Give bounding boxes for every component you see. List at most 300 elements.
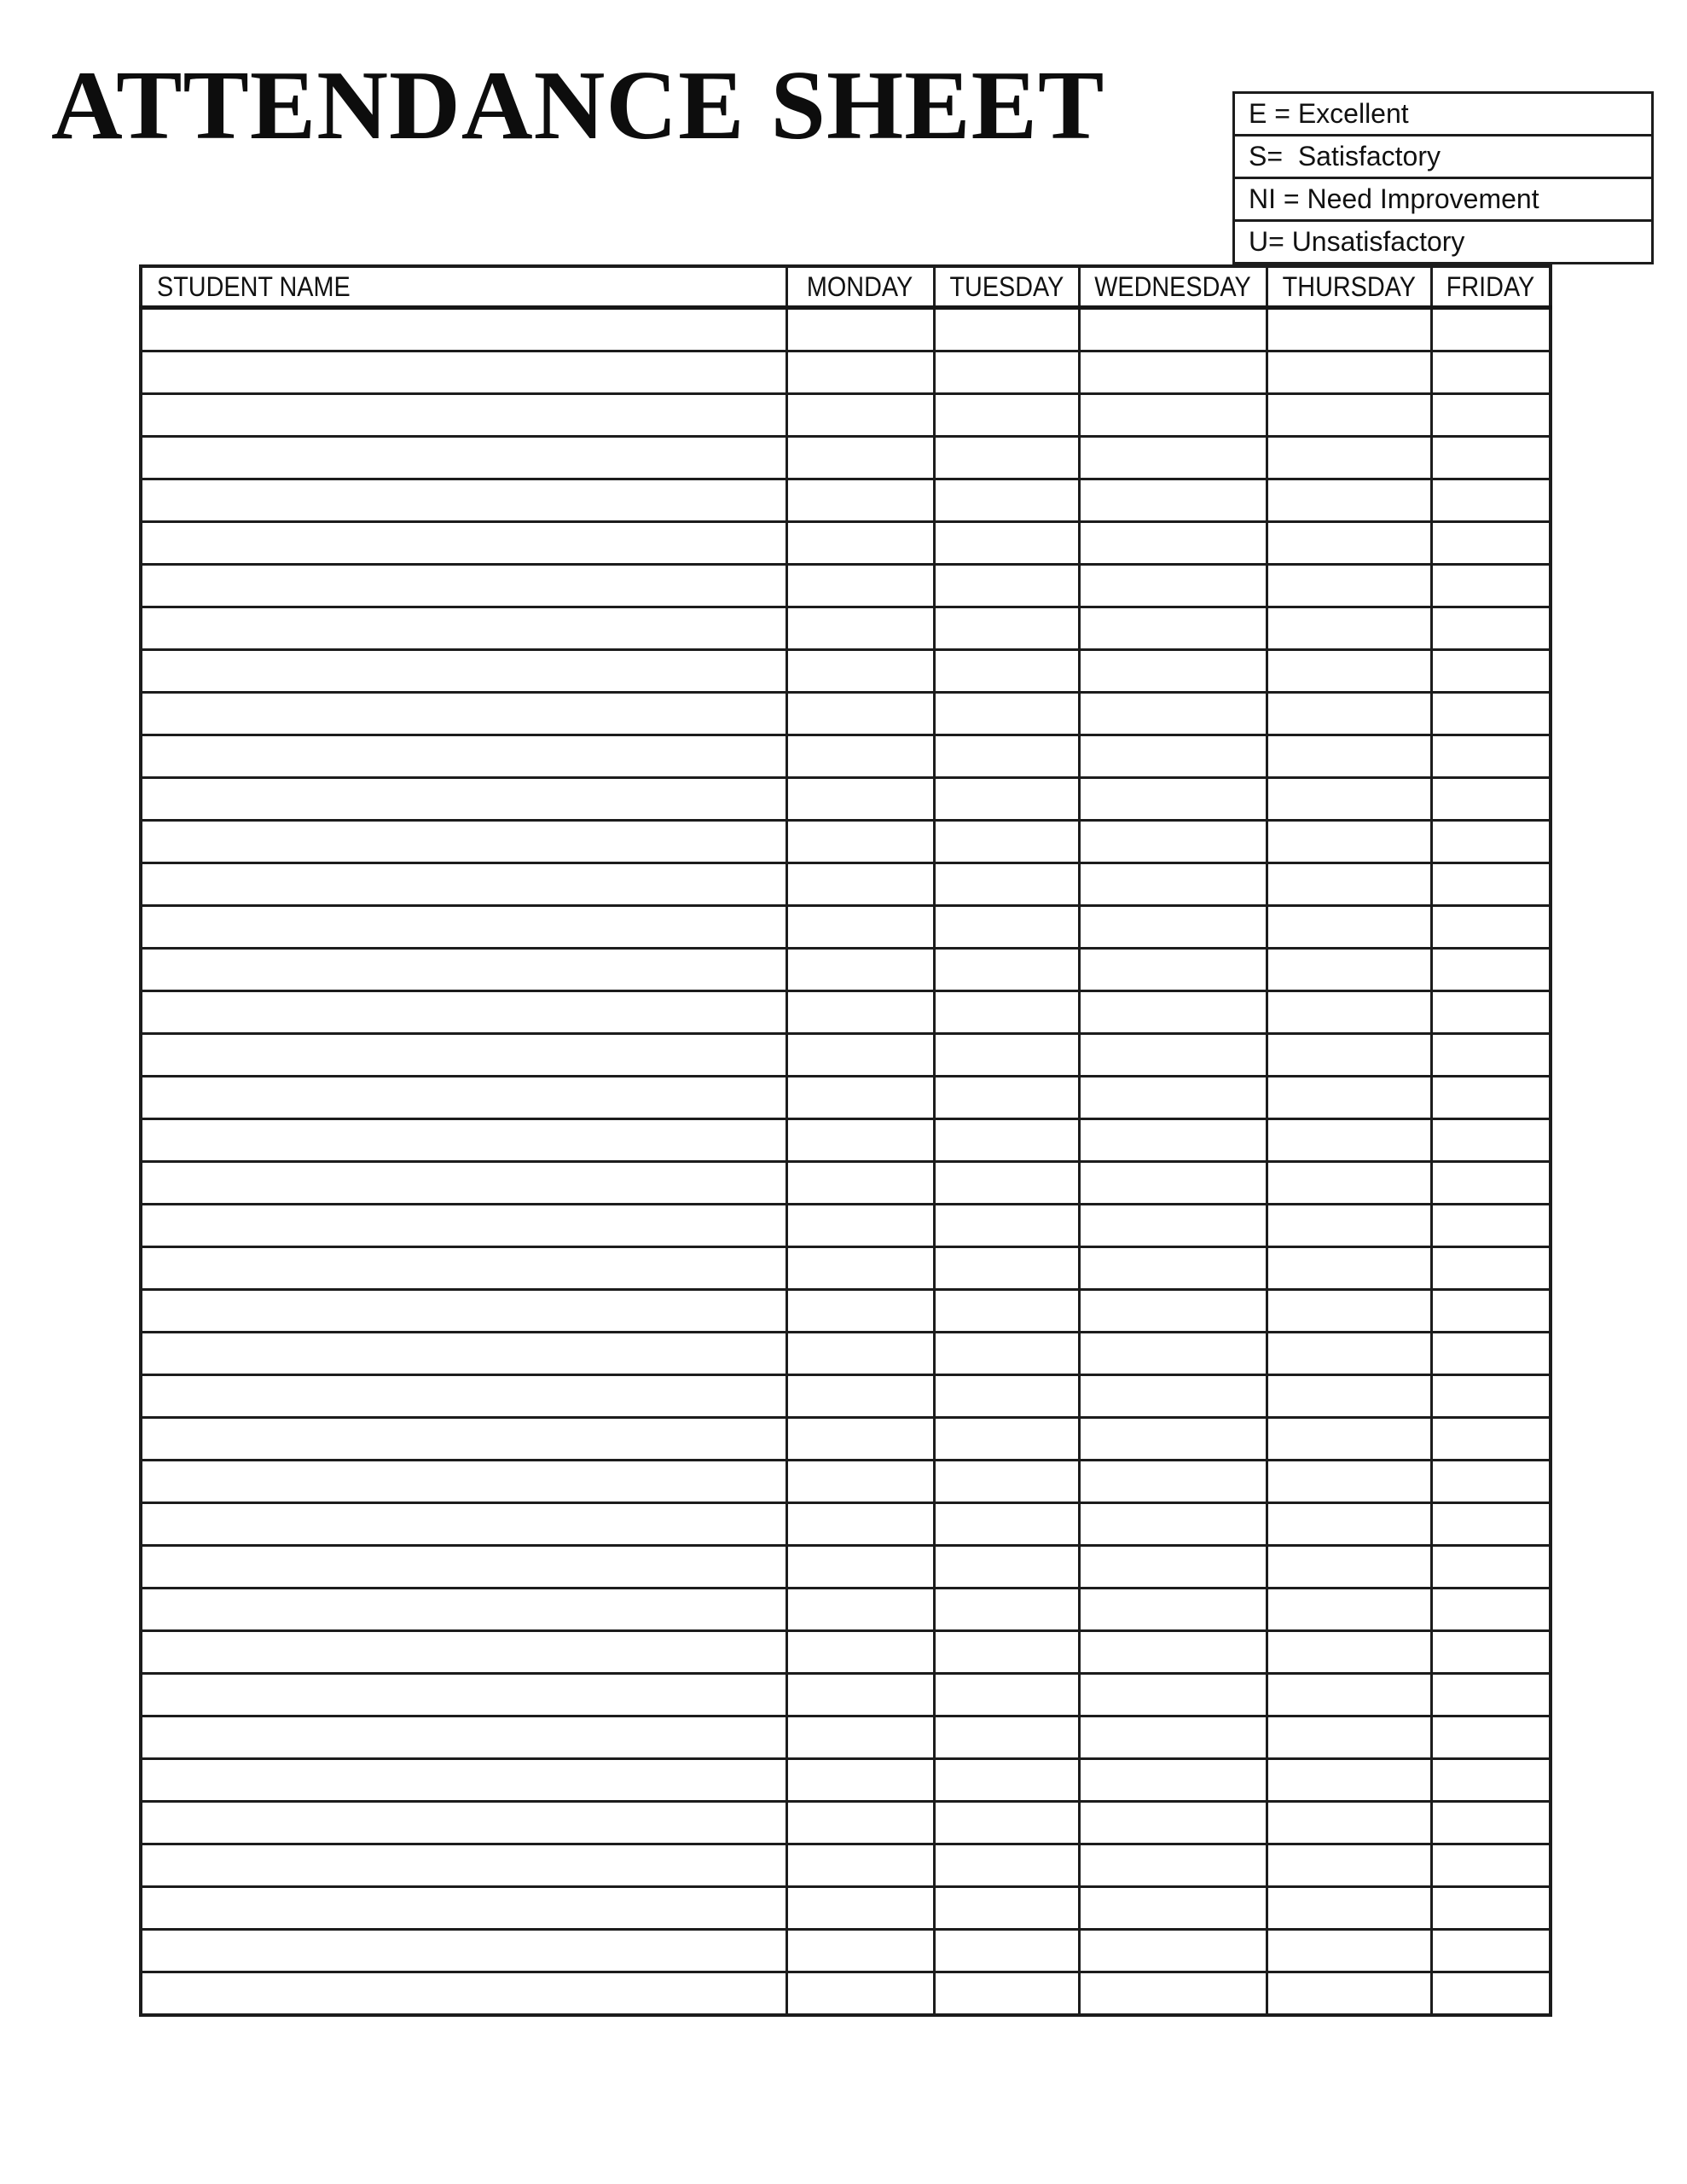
attendance-cell [934, 607, 1079, 650]
table-row [141, 1972, 1551, 2016]
student-name-cell [141, 1034, 786, 1077]
attendance-cell [1431, 522, 1551, 565]
attendance-cell [1431, 565, 1551, 607]
attendance-cell [786, 1674, 934, 1716]
attendance-cell [1267, 1247, 1431, 1290]
attendance-cell [934, 650, 1079, 693]
table-row [141, 607, 1551, 650]
attendance-cell [934, 949, 1079, 991]
attendance-cell [786, 1716, 934, 1759]
attendance-cell [1431, 906, 1551, 949]
attendance-cell [786, 693, 934, 735]
attendance-cell [1267, 1503, 1431, 1546]
attendance-cell [1079, 394, 1267, 437]
attendance-cell [934, 863, 1079, 906]
attendance-cell [1079, 1503, 1267, 1546]
table-row [141, 1844, 1551, 1887]
attendance-cell [1079, 906, 1267, 949]
attendance-cell [1267, 1589, 1431, 1631]
attendance-cell [786, 607, 934, 650]
attendance-cell [1079, 1972, 1267, 2016]
attendance-cell [1431, 607, 1551, 650]
attendance-cell [786, 1418, 934, 1461]
legend-item-label: E = Excellent [1249, 98, 1409, 129]
attendance-cell [934, 1930, 1079, 1972]
student-name-cell [141, 1802, 786, 1844]
attendance-cell [786, 1034, 934, 1077]
table-row [141, 693, 1551, 735]
attendance-cell [934, 1418, 1079, 1461]
attendance-cell [1079, 949, 1267, 991]
attendance-cell [1079, 1759, 1267, 1802]
student-name-cell [141, 1716, 786, 1759]
attendance-cell [1267, 1844, 1431, 1887]
table-row [141, 1333, 1551, 1375]
student-name-cell [141, 991, 786, 1034]
attendance-cell [1079, 650, 1267, 693]
attendance-cell [934, 1503, 1079, 1546]
table-row [141, 394, 1551, 437]
table-row [141, 1119, 1551, 1162]
attendance-cell [934, 1290, 1079, 1333]
attendance-cell [934, 308, 1079, 351]
student-name-cell [141, 1119, 786, 1162]
attendance-cell [1431, 1077, 1551, 1119]
attendance-cell [934, 1844, 1079, 1887]
table-row [141, 949, 1551, 991]
attendance-cell [1079, 1290, 1267, 1333]
student-name-cell [141, 1631, 786, 1674]
attendance-cell [786, 1844, 934, 1887]
attendance-cell [1267, 394, 1431, 437]
legend-item-unsatisfactory [1235, 219, 1651, 262]
table-row [141, 308, 1551, 351]
attendance-cell [786, 735, 934, 778]
student-name-cell [141, 1589, 786, 1631]
attendance-cell [786, 1247, 934, 1290]
attendance-cell [786, 522, 934, 565]
attendance-cell [1431, 1162, 1551, 1205]
attendance-cell [1267, 479, 1431, 522]
attendance-cell [1267, 1333, 1431, 1375]
attendance-cell [1267, 1205, 1431, 1247]
student-name-cell [141, 308, 786, 351]
table-row [141, 1290, 1551, 1333]
attendance-cell [934, 1119, 1079, 1162]
table-row [141, 1418, 1551, 1461]
attendance-cell [1079, 1077, 1267, 1119]
attendance-cell [934, 1589, 1079, 1631]
attendance-cell [934, 1034, 1079, 1077]
attendance-cell [786, 1930, 934, 1972]
attendance-cell [1079, 735, 1267, 778]
student-name-cell [141, 479, 786, 522]
student-name-cell [141, 1077, 786, 1119]
student-name-cell [141, 1290, 786, 1333]
attendance-cell [786, 949, 934, 991]
student-name-cell [141, 1503, 786, 1546]
attendance-cell [934, 1162, 1079, 1205]
table-row [141, 1716, 1551, 1759]
attendance-cell [1267, 863, 1431, 906]
attendance-cell [1431, 1802, 1551, 1844]
table-row [141, 1162, 1551, 1205]
student-name-cell [141, 1205, 786, 1247]
attendance-cell [786, 863, 934, 906]
attendance-cell [1079, 1716, 1267, 1759]
student-name-cell [141, 778, 786, 821]
attendance-cell [786, 1375, 934, 1418]
attendance-cell [1079, 607, 1267, 650]
attendance-cell [934, 437, 1079, 479]
attendance-cell [1431, 821, 1551, 863]
attendance-cell [1431, 1119, 1551, 1162]
attendance-cell [1079, 1162, 1267, 1205]
student-name-cell [141, 1759, 786, 1802]
student-name-cell [141, 949, 786, 991]
attendance-cell [1431, 863, 1551, 906]
attendance-cell [934, 1375, 1079, 1418]
attendance-cell [1431, 351, 1551, 394]
attendance-cell [786, 437, 934, 479]
legend-item-excellent [1235, 94, 1651, 134]
attendance-cell [1267, 1119, 1431, 1162]
attendance-cell [934, 821, 1079, 863]
student-name-cell [141, 693, 786, 735]
attendance-cell [786, 1546, 934, 1589]
column-header-tuesday [934, 266, 1079, 308]
attendance-cell [786, 1589, 934, 1631]
attendance-cell [1431, 1674, 1551, 1716]
attendance-cell [786, 1119, 934, 1162]
student-name-cell [141, 1461, 786, 1503]
attendance-table-header [141, 266, 1551, 308]
attendance-cell [1267, 1631, 1431, 1674]
attendance-cell [1267, 308, 1431, 351]
table-row [141, 778, 1551, 821]
attendance-cell [934, 1759, 1079, 1802]
column-header-label: THURSDAY [1282, 270, 1416, 302]
attendance-cell [786, 1802, 934, 1844]
attendance-cell [1267, 522, 1431, 565]
attendance-cell [1431, 1546, 1551, 1589]
attendance-cell [786, 479, 934, 522]
column-header-label: FRIDAY [1446, 270, 1535, 302]
attendance-cell [1079, 1034, 1267, 1077]
table-row [141, 1802, 1551, 1844]
table-row [141, 650, 1551, 693]
table-row [141, 1461, 1551, 1503]
attendance-cell [1267, 1375, 1431, 1418]
column-header-monday [786, 266, 934, 308]
attendance-cell [1431, 1290, 1551, 1333]
column-header-thursday [1267, 266, 1431, 308]
attendance-cell [1267, 1802, 1431, 1844]
attendance-cell [1267, 778, 1431, 821]
attendance-cell [1431, 1887, 1551, 1930]
column-header-friday [1431, 266, 1551, 308]
attendance-cell [934, 693, 1079, 735]
student-name-cell [141, 1162, 786, 1205]
table-row [141, 351, 1551, 394]
attendance-cell [1431, 479, 1551, 522]
attendance-cell [786, 906, 934, 949]
column-header-student-name [141, 266, 786, 308]
attendance-cell [934, 1461, 1079, 1503]
table-row [141, 821, 1551, 863]
attendance-cell [786, 1333, 934, 1375]
attendance-cell [934, 479, 1079, 522]
attendance-cell [786, 308, 934, 351]
attendance-cell [1079, 1333, 1267, 1375]
student-name-cell [141, 1930, 786, 1972]
student-name-cell [141, 1674, 786, 1716]
attendance-cell [1267, 821, 1431, 863]
attendance-cell [934, 1631, 1079, 1674]
attendance-cell [934, 1674, 1079, 1716]
attendance-cell [1079, 1844, 1267, 1887]
student-name-cell [141, 1375, 786, 1418]
attendance-cell [1267, 1972, 1431, 2016]
attendance-cell [1079, 351, 1267, 394]
attendance-cell [1079, 1589, 1267, 1631]
attendance-cell [1267, 1546, 1431, 1589]
attendance-cell [1079, 1375, 1267, 1418]
attendance-cell [786, 991, 934, 1034]
student-name-cell [141, 1546, 786, 1589]
student-name-cell [141, 437, 786, 479]
attendance-cell [934, 351, 1079, 394]
attendance-cell [1079, 479, 1267, 522]
table-row [141, 1759, 1551, 1802]
legend-item-label: NI = Need Improvement [1249, 183, 1539, 214]
attendance-cell [1079, 1546, 1267, 1589]
attendance-cell [1079, 308, 1267, 351]
attendance-cell [1079, 821, 1267, 863]
attendance-cell [786, 1162, 934, 1205]
table-row [141, 1674, 1551, 1716]
attendance-cell [934, 1546, 1079, 1589]
attendance-cell [934, 1077, 1079, 1119]
student-name-cell [141, 863, 786, 906]
attendance-cell [1267, 1716, 1431, 1759]
table-row [141, 991, 1551, 1034]
attendance-cell [786, 1503, 934, 1546]
attendance-cell [934, 906, 1079, 949]
table-row [141, 735, 1551, 778]
legend-item-label: S= Satisfactory [1249, 141, 1441, 171]
student-name-cell [141, 565, 786, 607]
attendance-cell [934, 1333, 1079, 1375]
attendance-cell [1267, 1887, 1431, 1930]
attendance-cell [786, 1461, 934, 1503]
attendance-cell [1431, 437, 1551, 479]
attendance-cell [786, 650, 934, 693]
attendance-cell [1431, 1844, 1551, 1887]
table-row [141, 1546, 1551, 1589]
attendance-cell [1267, 906, 1431, 949]
attendance-cell [1431, 735, 1551, 778]
attendance-cell [1267, 1461, 1431, 1503]
attendance-cell [1267, 991, 1431, 1034]
attendance-cell [1079, 778, 1267, 821]
attendance-cell [1431, 1589, 1551, 1631]
column-header-wednesday [1079, 266, 1267, 308]
student-name-cell [141, 1887, 786, 1930]
attendance-cell [1079, 1887, 1267, 1930]
attendance-cell [1431, 949, 1551, 991]
student-name-cell [141, 351, 786, 394]
attendance-cell [1431, 1461, 1551, 1503]
attendance-cell [1431, 1375, 1551, 1418]
attendance-cell [1267, 1077, 1431, 1119]
student-name-cell [141, 1418, 786, 1461]
page-title: ATTENDANCE SHEET [51, 51, 1105, 160]
attendance-cell [1267, 437, 1431, 479]
attendance-cell [1431, 1034, 1551, 1077]
column-header-label: STUDENT NAME [157, 270, 351, 302]
attendance-cell [1079, 1461, 1267, 1503]
student-name-cell [141, 735, 786, 778]
attendance-cell [1431, 778, 1551, 821]
attendance-cell [1267, 1034, 1431, 1077]
table-row [141, 1503, 1551, 1546]
table-row [141, 1631, 1551, 1674]
attendance-cell [934, 778, 1079, 821]
attendance-cell [1079, 1247, 1267, 1290]
attendance-cell [1431, 1503, 1551, 1546]
attendance-cell [1079, 1930, 1267, 1972]
attendance-cell [1267, 565, 1431, 607]
attendance-cell [1079, 522, 1267, 565]
attendance-cell [1079, 1631, 1267, 1674]
attendance-cell [1431, 1247, 1551, 1290]
student-name-cell [141, 906, 786, 949]
attendance-cell [1079, 1418, 1267, 1461]
attendance-cell [1267, 650, 1431, 693]
student-name-cell [141, 1844, 786, 1887]
attendance-cell [934, 394, 1079, 437]
attendance-cell [1079, 1119, 1267, 1162]
table-row [141, 1887, 1551, 1930]
attendance-cell [934, 1972, 1079, 2016]
column-header-label: MONDAY [807, 270, 913, 302]
attendance-cell [934, 1247, 1079, 1290]
table-row [141, 522, 1551, 565]
attendance-cell [786, 1205, 934, 1247]
attendance-cell [1079, 1205, 1267, 1247]
table-row [141, 1205, 1551, 1247]
legend-item-need-improvement [1235, 177, 1651, 219]
attendance-cell [1079, 1674, 1267, 1716]
attendance-cell [1267, 949, 1431, 991]
attendance-cell [934, 565, 1079, 607]
attendance-cell [1079, 565, 1267, 607]
attendance-cell [1267, 1674, 1431, 1716]
table-row [141, 1247, 1551, 1290]
attendance-cell [934, 522, 1079, 565]
attendance-cell [1431, 650, 1551, 693]
attendance-table [139, 264, 1552, 2017]
attendance-cell [1267, 1930, 1431, 1972]
attendance-cell [1267, 1418, 1431, 1461]
attendance-cell [1431, 394, 1551, 437]
attendance-cell [1267, 693, 1431, 735]
attendance-cell [786, 1077, 934, 1119]
attendance-cell [786, 351, 934, 394]
table-row [141, 863, 1551, 906]
table-row [141, 565, 1551, 607]
table-row [141, 906, 1551, 949]
student-name-cell [141, 650, 786, 693]
attendance-cell [1079, 693, 1267, 735]
student-name-cell [141, 821, 786, 863]
attendance-cell [1431, 1418, 1551, 1461]
attendance-cell [1267, 1759, 1431, 1802]
attendance-cell [1431, 1759, 1551, 1802]
student-name-cell [141, 1247, 786, 1290]
student-name-cell [141, 394, 786, 437]
table-row [141, 1077, 1551, 1119]
attendance-cell [786, 1631, 934, 1674]
table-row [141, 1589, 1551, 1631]
student-name-cell [141, 522, 786, 565]
attendance-cell [1431, 1631, 1551, 1674]
table-row [141, 1375, 1551, 1418]
attendance-cell [1079, 437, 1267, 479]
attendance-cell [934, 1716, 1079, 1759]
attendance-cell [934, 735, 1079, 778]
table-row [141, 1034, 1551, 1077]
attendance-cell [1267, 1162, 1431, 1205]
attendance-cell [786, 1887, 934, 1930]
attendance-cell [786, 565, 934, 607]
attendance-cell [1267, 735, 1431, 778]
attendance-cell [1431, 308, 1551, 351]
attendance-cell [786, 1290, 934, 1333]
column-header-label: TUESDAY [949, 270, 1064, 302]
attendance-cell [786, 1759, 934, 1802]
student-name-cell [141, 607, 786, 650]
attendance-cell [1431, 1930, 1551, 1972]
attendance-cell [1079, 1802, 1267, 1844]
student-name-cell [141, 1972, 786, 2016]
attendance-cell [786, 1972, 934, 2016]
attendance-cell [786, 821, 934, 863]
attendance-cell [786, 394, 934, 437]
column-header-label: WEDNESDAY [1094, 270, 1251, 302]
attendance-cell [1431, 1716, 1551, 1759]
attendance-cell [1431, 1205, 1551, 1247]
attendance-cell [934, 1205, 1079, 1247]
attendance-cell [934, 1802, 1079, 1844]
attendance-cell [1431, 991, 1551, 1034]
attendance-cell [1431, 1972, 1551, 2016]
attendance-cell [1267, 607, 1431, 650]
table-row [141, 479, 1551, 522]
attendance-cell [1079, 863, 1267, 906]
legend-box [1232, 91, 1654, 264]
attendance-cell [934, 1887, 1079, 1930]
attendance-cell [1431, 693, 1551, 735]
attendance-cell [786, 778, 934, 821]
attendance-cell [1267, 351, 1431, 394]
legend-item-satisfactory [1235, 134, 1651, 177]
table-row [141, 1930, 1551, 1972]
legend-item-label: U= Unsatisfactory [1249, 226, 1465, 257]
attendance-cell [1267, 1290, 1431, 1333]
attendance-table-body [141, 308, 1551, 2016]
